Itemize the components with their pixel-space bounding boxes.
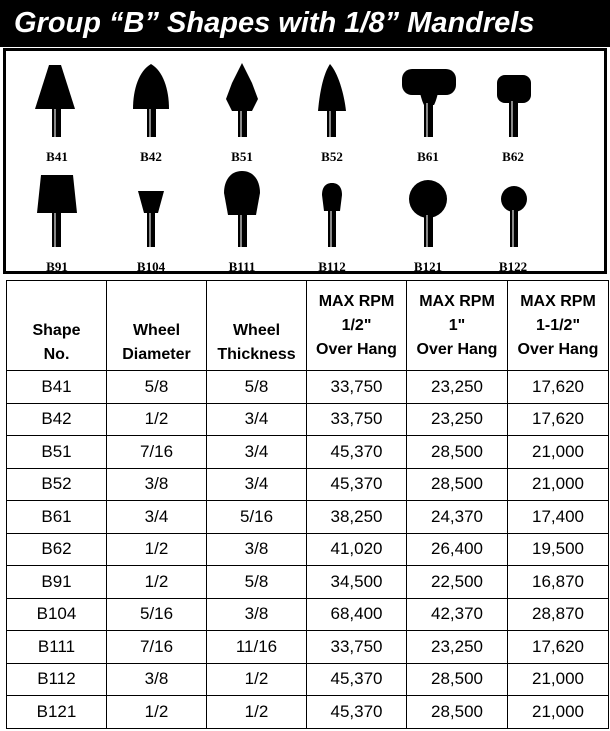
cell-rpm-half: 45,370	[307, 696, 407, 729]
cell-wheel-thickness: 3/8	[207, 598, 307, 631]
cell-shape-no: B52	[7, 468, 107, 501]
shape-label: B104	[136, 259, 166, 274]
cell-wheel-diameter: 1/2	[107, 566, 207, 599]
shape-label: B122	[498, 259, 528, 274]
table-header-row	[7, 281, 609, 371]
b61-shape-icon	[388, 59, 468, 151]
b121-shape-icon	[388, 169, 468, 261]
cell-rpm-one: 28,500	[407, 696, 508, 729]
cell-rpm-one: 22,500	[407, 566, 508, 599]
shape-label: B51	[231, 149, 253, 164]
b112-shape-icon	[292, 169, 372, 261]
shape-b61	[388, 59, 468, 169]
cell-rpm-one-half: 17,400	[508, 501, 609, 534]
header-rpm-half: MAX RPM 1/2" Over Hang	[307, 281, 407, 371]
cell-rpm-one: 23,250	[407, 631, 508, 664]
cell-wheel-diameter: 1/2	[107, 696, 207, 729]
shape-b42	[111, 59, 191, 169]
shape-label: B121	[413, 259, 443, 274]
cell-rpm-one: 23,250	[407, 371, 508, 404]
cell-rpm-half: 33,750	[307, 371, 407, 404]
cell-rpm-one: 28,500	[407, 663, 508, 696]
cell-wheel-diameter: 5/8	[107, 371, 207, 404]
cell-rpm-one-half: 19,500	[508, 533, 609, 566]
cell-rpm-half: 38,250	[307, 501, 407, 534]
shape-b121	[388, 169, 468, 279]
shape-b52	[292, 59, 372, 169]
b122-shape-icon	[473, 169, 553, 261]
cell-wheel-thickness: 3/4	[207, 468, 307, 501]
b62-shape-icon	[473, 59, 553, 151]
cell-shape-no: B91	[7, 566, 107, 599]
cell-rpm-one-half: 21,000	[508, 468, 609, 501]
table-body	[7, 371, 609, 729]
shapes-panel	[3, 48, 607, 274]
spec-table	[6, 280, 609, 729]
cell-rpm-one: 26,400	[407, 533, 508, 566]
header-rpm-one: MAX RPM 1" Over Hang	[407, 281, 508, 371]
table-row	[7, 598, 609, 631]
cell-rpm-one-half: 21,000	[508, 436, 609, 469]
table-row	[7, 566, 609, 599]
cell-shape-no: B42	[7, 403, 107, 436]
shape-label: B42	[140, 149, 162, 164]
cell-rpm-one-half: 16,870	[508, 566, 609, 599]
cell-rpm-half: 41,020	[307, 533, 407, 566]
cell-wheel-diameter: 3/4	[107, 501, 207, 534]
shape-label: B52	[321, 149, 343, 164]
table-row	[7, 371, 609, 404]
cell-wheel-diameter: 1/2	[107, 403, 207, 436]
shape-b62	[473, 59, 553, 169]
b91-shape-icon	[17, 169, 97, 261]
header-rpm-one-half: MAX RPM 1-1/2" Over Hang	[508, 281, 609, 371]
shape-b104	[111, 169, 191, 279]
cell-wheel-diameter: 3/8	[107, 468, 207, 501]
table-row	[7, 501, 609, 534]
table-row	[7, 436, 609, 469]
cell-rpm-one: 23,250	[407, 403, 508, 436]
table-row	[7, 403, 609, 436]
shape-b51	[202, 59, 282, 169]
table-row	[7, 468, 609, 501]
cell-shape-no: B51	[7, 436, 107, 469]
cell-wheel-thickness: 5/8	[207, 371, 307, 404]
b111-shape-icon	[202, 169, 282, 261]
cell-shape-no: B112	[7, 663, 107, 696]
shape-label: B111	[228, 259, 256, 274]
b42-shape-icon	[111, 59, 191, 151]
cell-rpm-one-half: 17,620	[508, 403, 609, 436]
cell-wheel-thickness: 3/8	[207, 533, 307, 566]
table-row	[7, 631, 609, 664]
cell-wheel-thickness: 3/4	[207, 436, 307, 469]
cell-rpm-half: 68,400	[307, 598, 407, 631]
shape-b122	[473, 169, 553, 279]
cell-rpm-half: 33,750	[307, 631, 407, 664]
shape-b111	[202, 169, 282, 279]
cell-wheel-thickness: 5/8	[207, 566, 307, 599]
shape-label: B112	[318, 259, 346, 274]
cell-rpm-half: 45,370	[307, 468, 407, 501]
shape-b112	[292, 169, 372, 279]
cell-wheel-diameter: 1/2	[107, 533, 207, 566]
cell-rpm-one: 42,370	[407, 598, 508, 631]
page-title: Group “B” Shapes with 1/8” Mandrels	[0, 0, 610, 47]
cell-shape-no: B41	[7, 371, 107, 404]
cell-rpm-one-half: 28,870	[508, 598, 609, 631]
cell-shape-no: B62	[7, 533, 107, 566]
shape-label: B91	[46, 259, 68, 274]
cell-rpm-one: 28,500	[407, 436, 508, 469]
table-row	[7, 533, 609, 566]
cell-wheel-thickness: 1/2	[207, 696, 307, 729]
cell-rpm-one: 28,500	[407, 468, 508, 501]
cell-wheel-thickness: 5/16	[207, 501, 307, 534]
header-shape-no: Shape No.	[7, 281, 107, 371]
header-wheel-thickness: Wheel Thickness	[207, 281, 307, 371]
table-row	[7, 696, 609, 729]
cell-wheel-diameter: 5/16	[107, 598, 207, 631]
cell-wheel-thickness: 1/2	[207, 663, 307, 696]
cell-rpm-one-half: 21,000	[508, 696, 609, 729]
cell-shape-no: B111	[7, 631, 107, 664]
cell-wheel-thickness: 3/4	[207, 403, 307, 436]
cell-rpm-one: 24,370	[407, 501, 508, 534]
b51-shape-icon	[202, 59, 282, 151]
cell-rpm-one-half: 21,000	[508, 663, 609, 696]
cell-shape-no: B104	[7, 598, 107, 631]
cell-rpm-one-half: 17,620	[508, 371, 609, 404]
shape-label: B61	[417, 149, 439, 164]
cell-wheel-diameter: 7/16	[107, 631, 207, 664]
cell-wheel-thickness: 11/16	[207, 631, 307, 664]
cell-shape-no: B121	[7, 696, 107, 729]
cell-wheel-diameter: 7/16	[107, 436, 207, 469]
cell-rpm-half: 45,370	[307, 663, 407, 696]
cell-rpm-half: 34,500	[307, 566, 407, 599]
table-row	[7, 663, 609, 696]
shape-label: B41	[46, 149, 68, 164]
shape-label: B62	[502, 149, 524, 164]
cell-wheel-diameter: 3/8	[107, 663, 207, 696]
b52-shape-icon	[292, 59, 372, 151]
b41-shape-icon	[17, 59, 97, 151]
shape-b91	[17, 169, 97, 279]
b104-shape-icon	[111, 169, 191, 261]
header-wheel-diameter: Wheel Diameter	[107, 281, 207, 371]
cell-shape-no: B61	[7, 501, 107, 534]
cell-rpm-one-half: 17,620	[508, 631, 609, 664]
cell-rpm-half: 33,750	[307, 403, 407, 436]
shape-b41	[17, 59, 97, 169]
cell-rpm-half: 45,370	[307, 436, 407, 469]
